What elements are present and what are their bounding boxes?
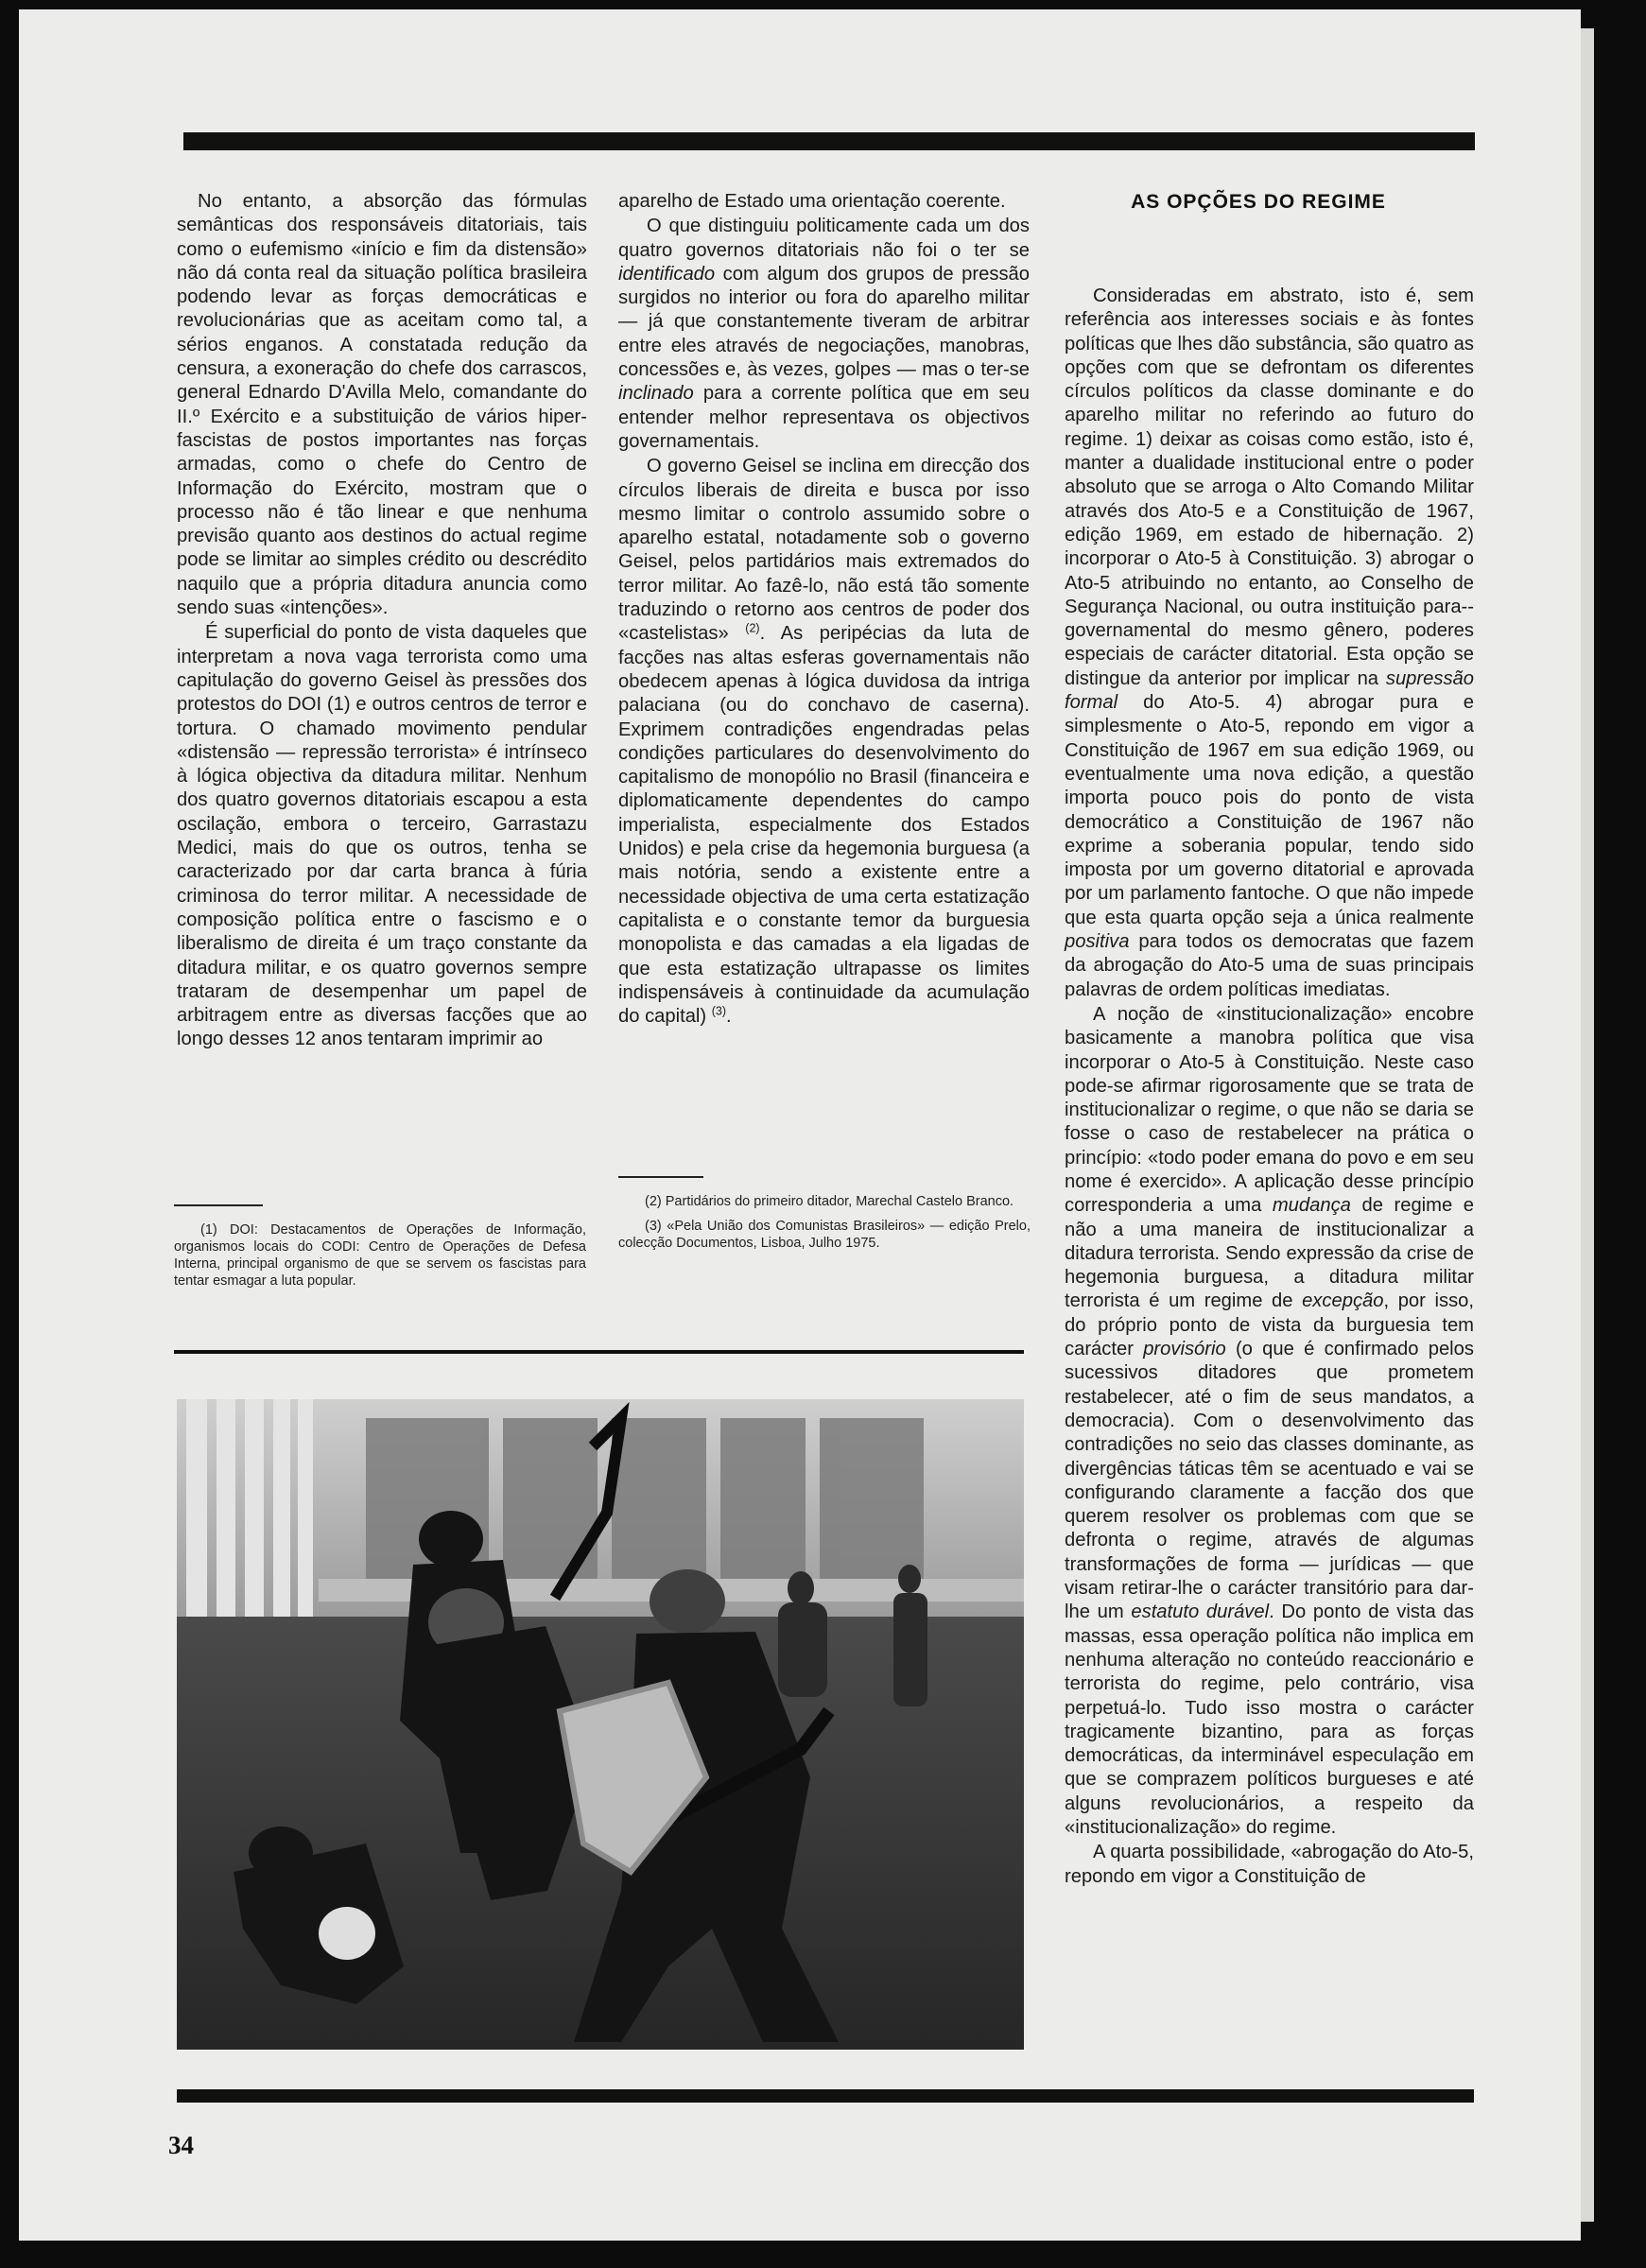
column-1 bbox=[177, 190, 587, 1052]
footnotes-2-3 bbox=[618, 1193, 1031, 1252]
section-heading: AS OPÇÕES DO REGIME bbox=[1131, 191, 1386, 213]
column-1-paragraph-1: No entanto, a absorção das fórmulas semânticas dos responsáveis ditatoriais, tais como o eufemismo «início e fim da distensão» não dá conta real da situação política brasileira podendo levar as forças democráticas e revolucionárias que as aceitam como tal, a sérios enganos. A constatada redução da censura, a exoneração do chefe dos carrascos, general Ednardo D'Avilla Melo, comandante do II.º Exército e a substituição de vários hiper-fascistas de postos importantes nas forças armadas, como o chefe do Centro de Informação do Exército, mostram que o processo não é tão linear e que nenhuma previsão quanto aos destinos do actual regime pode se limitar ao simples crédito ou descrédito naquilo que a própria ditadura anuncia como sendo suas «intenções». bbox=[177, 191, 587, 619]
column-3-paragraph-3: A quarta possibilidade, «abrogação do Ato-5, repondo em vigor a Constituição de bbox=[1065, 1842, 1474, 1887]
column-1-paragraph-2: É superficial do ponto de vista daqueles que interpretam a nova vaga terrorista como uma capitulação do governo Geisel às pressões dos protestos do DOI (1) e outros centros de terror e tortura. O chamado movimento pendular «distensão — repressão terrorista» é intrínseco à lógica objectiva da ditadura militar. Nenhum dos quatro governos ditatoriais escapou a esta oscilação, embora o terceiro, Garrastazu Medici, mais do que os outros, tenha se caracterizado por dar carta branca à fúria criminosa do terror militar. A necessidade de composição política entre o fascismo e o liberalismo de direita é um traço constante da ditadura militar, e os quatro governos sempre trataram de desempenhar um papel de arbitragem entre as diversas facções que ao longo desses 12 anos tentaram imprimir ao bbox=[177, 622, 587, 1050]
photo-top-rule bbox=[174, 1350, 1024, 1354]
photo-bottom-rule bbox=[177, 2089, 1474, 2103]
footnote-rule-2 bbox=[618, 1176, 703, 1178]
page-number: 34 bbox=[168, 2131, 194, 2159]
column-2 bbox=[618, 190, 1030, 1029]
column-2-paragraph-3: O governo Geisel se inclina em direcção dos círculos liberais de direita e busca por isso mesmo limitar o controlo assumido sobre o aparelho estatal, notadamente sob o governo Geisel, pelos partidários mais extremados do terror militar. Ao fazê-lo, não está tão somente traduzindo o retorno aos centros de poder dos «castelistas» $^{(2)}$. As peripécias da luta de facções nas altas esferas governamentais não obedecem apenas à lógica duvidosa da intriga palaciana (ou do conchavo de caserna). Exprimem contradições engendradas pelas condições particulares do desenvolvimento do capitalismo de monopólio no Brasil (financeira e diplomaticamente dependentes do campo imperialista, especialmente dos Estados Unidos) e pela crise da hegemonia burguesa (a mais notória, sendo a existente entre a necessidade objectiva de uma certa estatização capitalista e o constante temor da burguesia monopolista e das camadas a ela ligadas de que esta estatização ultrapasse os limites indispensáveis à continuidade da acumulação do capital) $^{(3)}$. bbox=[618, 456, 1030, 1028]
column-3 bbox=[1065, 285, 1474, 1889]
footnote-3-text: (3) «Pela União dos Comunistas Brasileiros» — edição Prelo, colecção Documentos, Lisboa, Julho 1975. bbox=[618, 1219, 1031, 1251]
footnote-1 bbox=[174, 1221, 586, 1290]
riot-police-photo bbox=[177, 1399, 1024, 2050]
footnote-2-text: (2) Partidários do primeiro ditador, Marechal Castelo Branco. bbox=[645, 1194, 1014, 1209]
footnote-rule-1 bbox=[174, 1204, 263, 1206]
footnote-ref-2: (2) bbox=[745, 621, 760, 635]
column-3-paragraph-1: Consideradas em abstrato, isto é, sem referência aos interesses sociais e às fontes políticas que lhes dão substância, são quatro as opções com que se defrontam os diferentes círculos políticos da classe dominante e do aparelho militar no referindo ao futuro do regime. 1) deixar as coisas como estão, isto é, manter a dualidade institucional entre o poder absoluto que se arroga o Alto Comando Militar através dos Ato-5 e a Constituição de 1967, edição 1969, em estado de hibernação. 2) incorporar o Ato-5 à Constituição. 3) abrogar o Ato-5 atribuindo no entanto, ao Conselho de Segurança Nacional, ou outra instituição para--governamental do mesmo gênero, poderes especiais de carácter ditatorial. Esta opção se distingue da anterior por implicar na supressão formal do Ato-5. 4) abrogar pura e simplesmente o Ato-5, repondo em vigor a Constituição de 1967 em sua edição 1969, ou eventualmente uma nova edição, a questão importa pouco pois do ponto de vista democrático a Constituição de 1967 não exprime a soberania popular, tendo sido imposta por um governo ditatorial e aprovada por um parlamento fantoche. O que não impede que esta quarta opção seja a única realmente positiva para todos os democratas que fazem da abrogação do Ato-5 uma de suas principais palavras de ordem políticas imediatas. bbox=[1065, 286, 1474, 1000]
column-2-paragraph-1: aparelho de Estado uma orientação coerente. bbox=[618, 191, 1006, 212]
top-rule bbox=[183, 132, 1475, 150]
page-edge bbox=[1581, 28, 1594, 2222]
footnote-ref-3: (3) bbox=[711, 1004, 727, 1018]
column-3-paragraph-2: A noção de «institucionalização» encobre basicamente a manobra política que visa incorporar o Ato-5 à Constituição. Neste caso pode-se afirmar rigorosamente que se trata de institucionalizar o regime, o que não se daria se fosse o caso de restabelecer na prática o princípio: «todo poder emana do povo e em seu nome é exercido». A aplicação desse princípio corresponderia a uma mudança de regime e não a uma maneira de institucionalizar a ditadura terrorista. Sendo expressão da crise de hegemonia burguesa, a ditadura militar terrorista é um regime de excepção, por isso, do próprio ponto de vista da burguesia tem carácter provisório (o que é confirmado pelos sucessivos ditadores que prometem restabelecer, até o fim de seus mandatos, a democracia). Com o desenvolvimento das contradições no seio das classes dominante, as divergências táticas têm se acentuado e vai se configurando claramente a facção dos que querem resolver os problemas com que se defronta o regime, através de algumas transformações de forma — jurídicas — que visam retirar-lhe o carácter transitório para dar-lhe um estatuto durável. Do ponto de vista das massas, essa operação política não implica em nenhuma alteração no conteúdo reaccionário e terrorista do regime, pelo contrário, visa perpetuá-lo. Tudo isso mostra o carácter tragicamente bizantino, para as forças democráticas, da interminável especulação em que se comprazem políticos burgueses e até alguns revolucionários, a respeito da «institucionalização» do regime. bbox=[1065, 1003, 1474, 1838]
column-2-paragraph-2: O que distinguiu politicamente cada um dos quatro governos ditatoriais não foi o ter se identificado com algum dos grupos de pressão surgidos no interior ou fora do aparelho militar — já que constantemente tiveram de arbitrar entre eles através de negociações, manobras, concessões e, às vezes, golpes — mas o ter-se inclinado para a corrente política que em seu entender melhor representava os objectivos governamentais. bbox=[618, 216, 1030, 452]
footnote-1-text: (1) DOI: Destacamentos de Operações de Informação, organismos locais do CODI: Centro de Operações de Defesa Interna, principal organismo de que se servem os fascistas para tentar esmagar a luta popular. bbox=[174, 1222, 586, 1289]
